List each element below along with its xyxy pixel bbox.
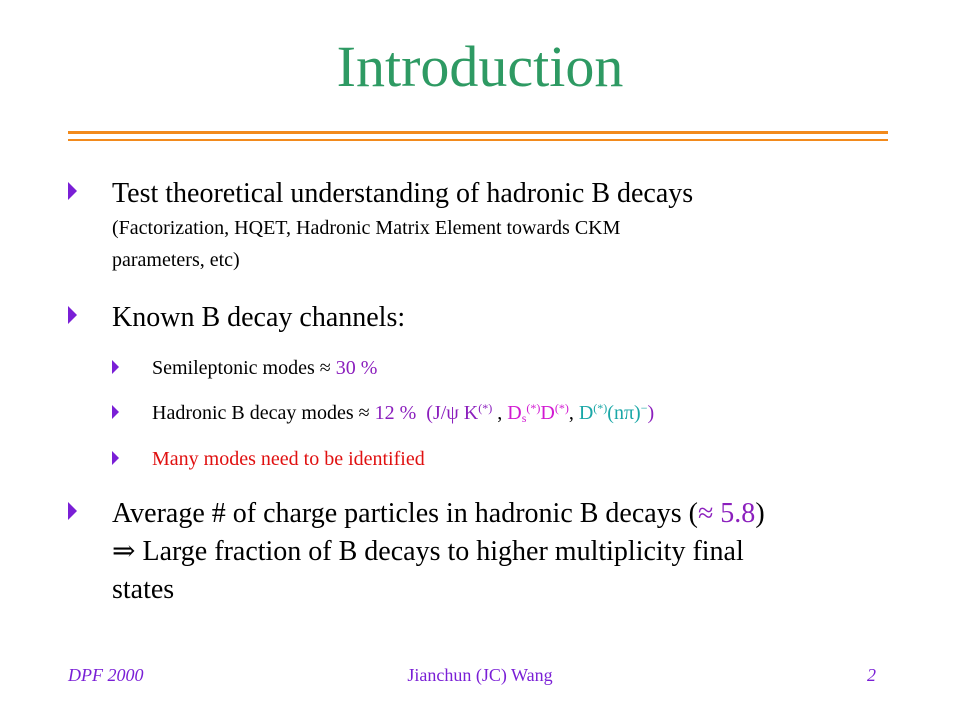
paren-open: (: [426, 402, 433, 424]
bullet-arrow-icon: [68, 502, 77, 520]
bullet-average-line3: states: [112, 574, 175, 605]
d-superscript: (*): [554, 400, 569, 415]
bullet-theory-detail-line2: parameters, etc): [112, 249, 240, 271]
footer-author: Jianchun (JC) Wang: [407, 665, 553, 685]
bullet-theory-main: Test theoretical understanding of hadronic B decays: [112, 178, 694, 209]
bullet-average-multiplicity: [112, 497, 765, 531]
hadronic-label: Hadronic B decay modes: [152, 402, 354, 424]
semileptonic-label: Semileptonic modes: [152, 357, 315, 379]
npi-superscript: −: [640, 400, 648, 415]
d-label: D: [540, 402, 555, 424]
bullet-arrow-icon: [68, 182, 77, 200]
approx-symbol: ≈: [358, 402, 370, 424]
footer-page-number: 2: [867, 665, 876, 685]
bullet-known-channels: Known B decay channels:: [112, 302, 406, 333]
ds-superscript: (*): [526, 400, 541, 415]
d-npi-superscript: (*): [593, 400, 608, 415]
sub-bullet-arrow-icon: [112, 360, 119, 374]
sub-bullet-semileptonic: [152, 355, 377, 381]
bullet-theory-detail-line1: (Factorization, HQET, Hadronic Matrix Element towards CKM: [112, 217, 621, 239]
slide-title: Introduction: [336, 34, 624, 99]
bullet-average-line2: ⇒ Large fraction of B decays to higher multiplicity final: [112, 536, 744, 567]
sub-bullet-arrow-icon: [112, 405, 119, 419]
comma-1: ,: [497, 402, 503, 424]
title-divider-thick: [68, 131, 888, 134]
semileptonic-value: 30 %: [335, 357, 378, 379]
average-value: ≈ 5.8: [697, 498, 756, 529]
ds-label: D: [507, 402, 522, 424]
d-npi-label: D: [578, 402, 594, 424]
bullet-arrow-icon: [68, 306, 77, 324]
sub-bullet-many-modes: Many modes need to be identified: [152, 448, 425, 470]
ds-subscript: s: [521, 411, 527, 425]
approx-symbol: ≈: [319, 357, 331, 379]
jpsi-label: J/ψ: [432, 402, 459, 424]
average-text: Average # of charge particles in hadronic B decays (: [112, 498, 698, 529]
title-divider-thin: [68, 139, 888, 141]
sub-bullet-hadronic: [152, 400, 654, 426]
sub-bullet-arrow-icon: [112, 451, 119, 465]
comma-2: ,: [568, 402, 574, 424]
average-close: ): [755, 498, 765, 529]
npi-label: (nπ): [607, 402, 641, 424]
footer-conference: DPF 2000: [68, 665, 144, 685]
hadronic-value: 12 %: [374, 402, 417, 424]
paren-close: ): [647, 402, 655, 424]
kaon-label: K: [463, 402, 479, 424]
kaon-superscript: (*): [478, 400, 493, 415]
